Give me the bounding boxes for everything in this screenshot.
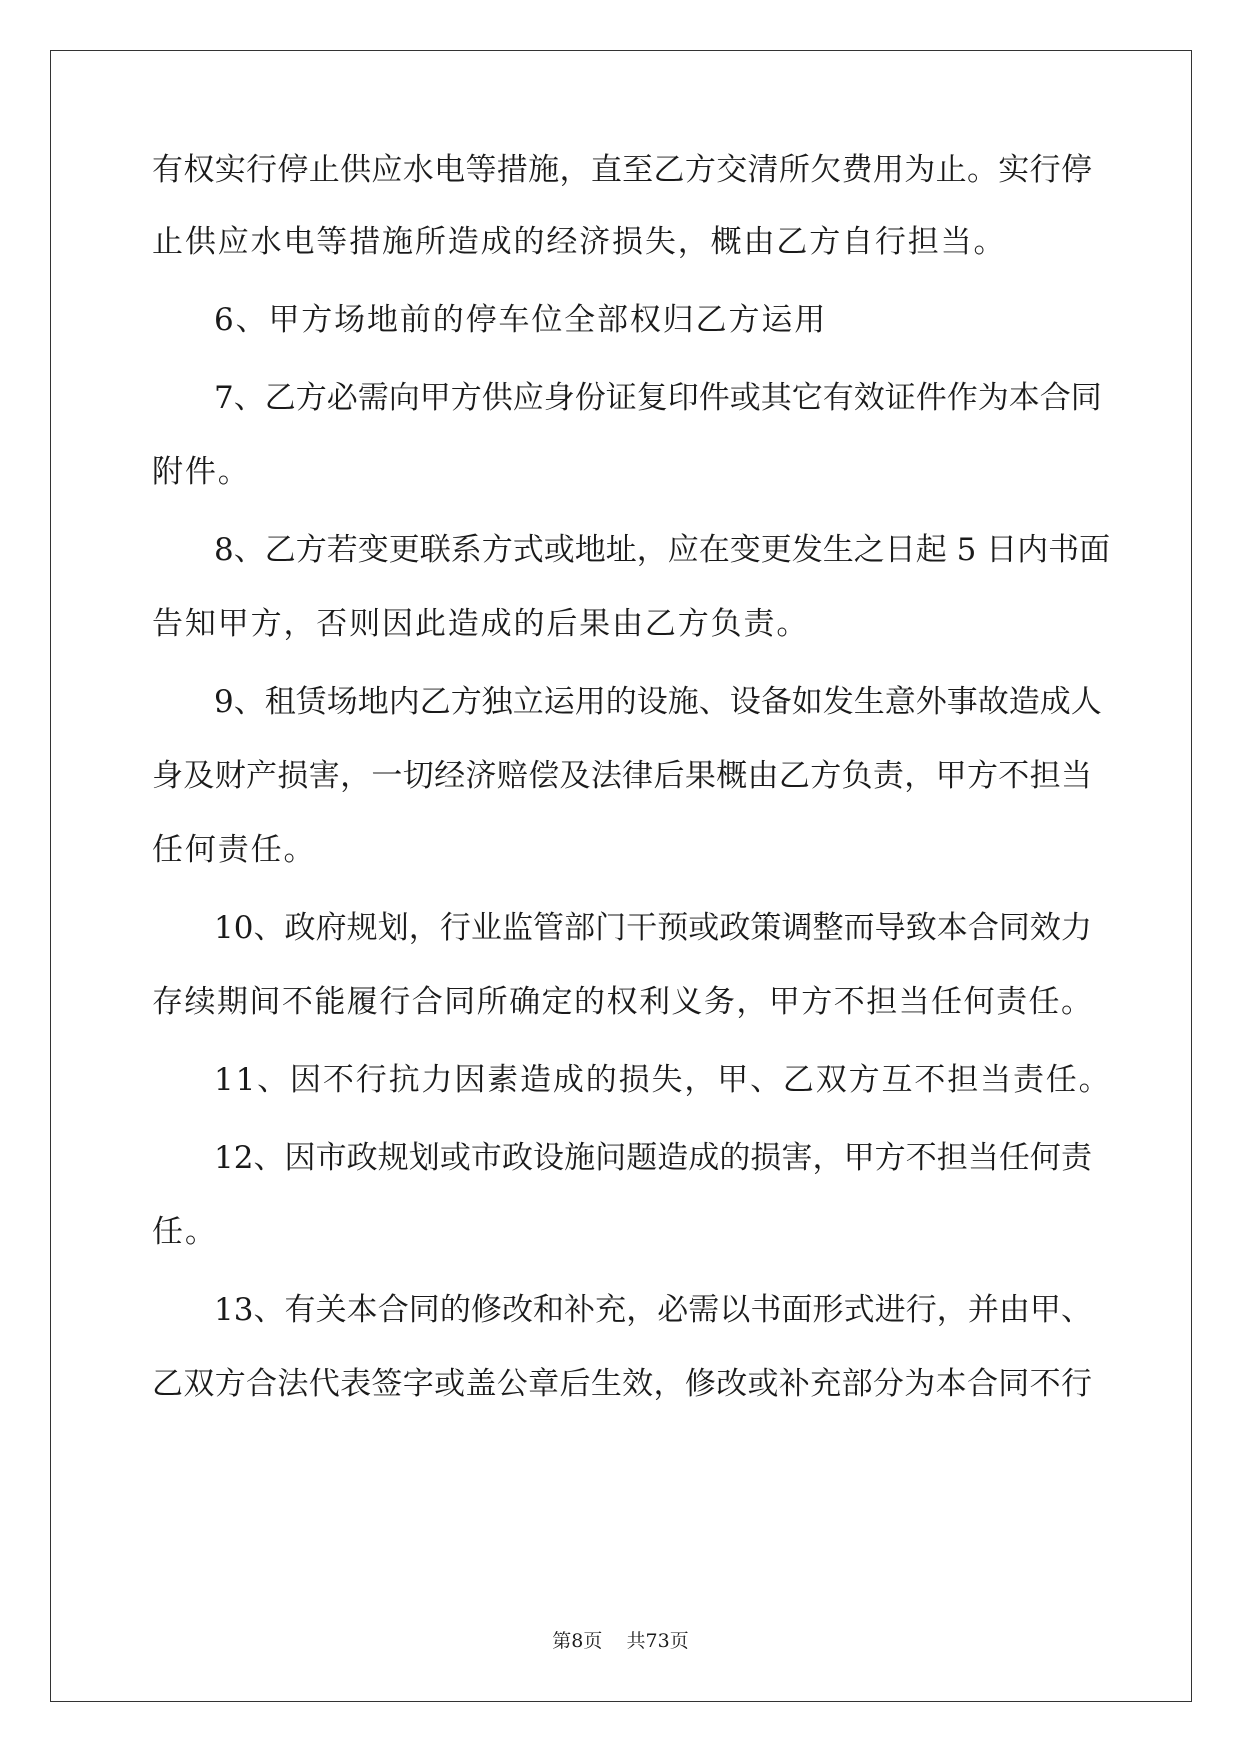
total-prefix: 共 (626, 1630, 646, 1652)
text-line: 12、因市政规划或市政设施问题造成的损害，甲方不担当任何责 (214, 1140, 1092, 1176)
total-suffix: 页 (669, 1630, 689, 1652)
text-line: 9、租赁场地内乙方独立运用的设施、设备如发生意外事故造成人 (214, 684, 1102, 720)
text-line: 7、乙方必需向甲方供应身份证复印件或其它有效证件作为本合同 (214, 380, 1102, 416)
text-line: 8、乙方若变更联系方式或地址，应在变更发生之日起 5 日内书面 (214, 532, 1111, 568)
text-line: 乙双方合法代表签字或盖公章后生效，修改或补充部分为本合同不行 (152, 1366, 1092, 1402)
text-line: 6、甲方场地前的停车位全部权归乙方运用 (214, 302, 828, 338)
page-prefix: 第 (552, 1630, 572, 1652)
page-frame (50, 50, 1192, 1702)
text-line: 任何责任。 (152, 832, 317, 868)
text-line: 告知甲方，否则因此造成的后果由乙方负责。 (152, 606, 810, 642)
text-line: 任。 (152, 1214, 218, 1250)
text-line: 有权实行停止供应水电等措施，直至乙方交清所欠费用为止。实行停 (152, 152, 1092, 188)
text-line: 存续期间不能履行合同所确定的权利义务，甲方不担当任何责任。 (152, 984, 1092, 1020)
page-suffix: 页 (583, 1630, 603, 1652)
page-footer (0, 1629, 1241, 1653)
text-line: 13、有关本合同的修改和补充，必需以书面形式进行，并由甲、 (214, 1292, 1092, 1328)
text-line: 11、因不行抗力因素造成的损失，甲、乙双方互不担当责任。 (214, 1062, 1112, 1098)
text-line: 附件。 (152, 454, 251, 490)
page-number: 8 (571, 1630, 584, 1652)
text-line: 止供应水电等措施所造成的经济损失，概由乙方自行担当。 (152, 224, 1007, 260)
total-pages: 73 (645, 1630, 670, 1652)
text-line: 身及财产损害，一切经济赔偿及法律后果概由乙方负责，甲方不担当 (152, 758, 1092, 794)
text-line: 10、政府规划，行业监管部门干预或政策调整而导致本合同效力 (214, 910, 1092, 946)
